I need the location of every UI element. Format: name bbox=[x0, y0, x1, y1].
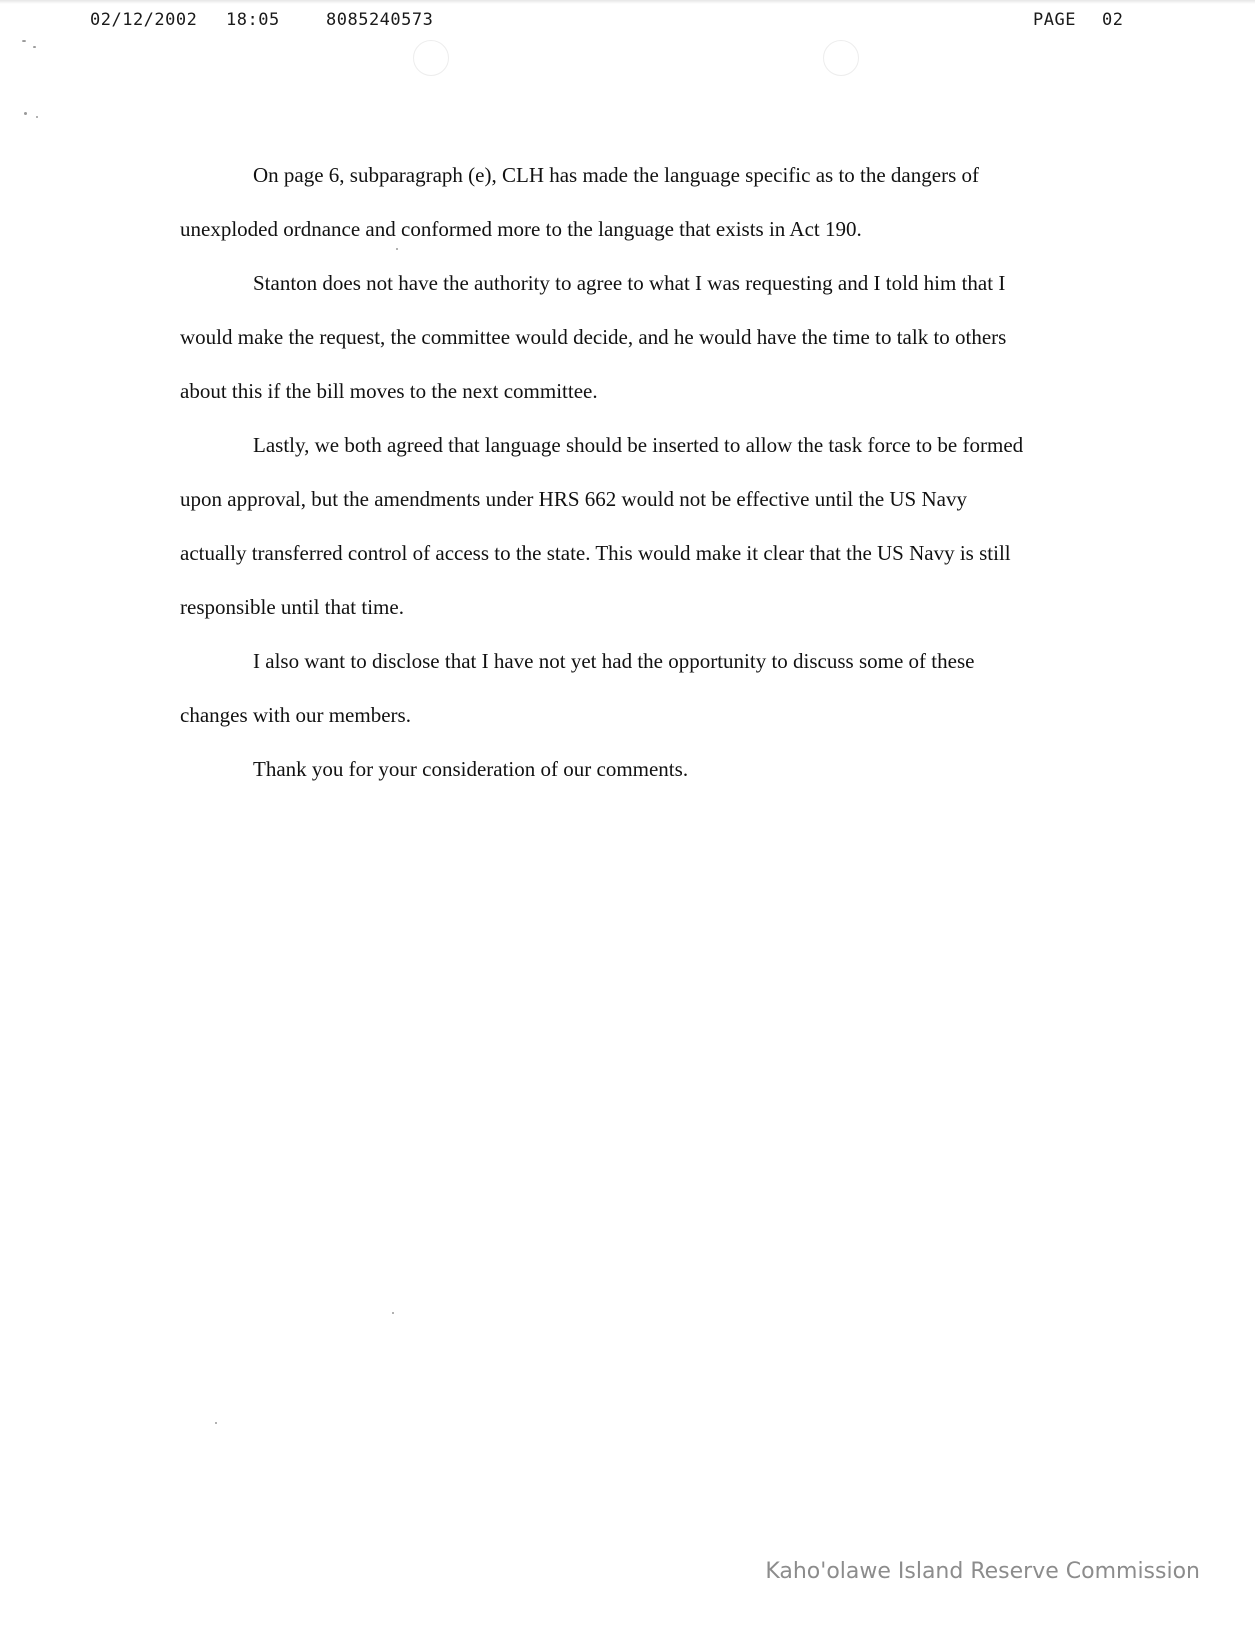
fax-page-label: PAGE bbox=[1033, 10, 1076, 30]
paragraph-thanks: Thank you for your consideration of our comments. bbox=[253, 757, 689, 781]
paragraph-task-force: Lastly, we both agreed that language should be inserted to allow the task force to be formed upon approval, but the amendments under HRS 662 would not be effective until the US Navy actually transferred control of access to the state. This would make it clear that the US Navy is still responsible until that time. bbox=[180, 433, 1024, 619]
scan-edge-shadow bbox=[0, 0, 1255, 4]
scan-speck bbox=[392, 1312, 394, 1314]
scan-speck bbox=[33, 46, 36, 48]
letter-body bbox=[180, 148, 1030, 796]
fax-number: 8085240573 bbox=[326, 10, 434, 30]
scan-hole-mark bbox=[413, 40, 449, 76]
paragraph-stanton-authority: Stanton does not have the authority to agree to what I was requesting and I told him that I would make the request, the committee would decide, and he would have the time to talk to others about this if the bill moves to the next committee. bbox=[180, 271, 1007, 403]
paragraph-ordnance-language: On page 6, subparagraph (e), CLH has made the language specific as to the dangers of unexploded ordnance and conformed more to the language that exists in Act 190. bbox=[180, 163, 979, 241]
paragraph-disclosure: I also want to disclose that I have not yet had the opportunity to discuss some of these changes with our members. bbox=[180, 649, 975, 727]
scan-hole-mark bbox=[823, 40, 859, 76]
scan-speck bbox=[24, 112, 27, 115]
fax-date: 02/12/2002 bbox=[90, 10, 198, 30]
archive-credit: Kaho'olawe Island Reserve Commission bbox=[765, 1559, 1200, 1584]
fax-page-number: 02 bbox=[1102, 10, 1124, 30]
fax-time: 18:05 bbox=[226, 10, 280, 30]
scan-speck bbox=[22, 40, 26, 42]
scan-speck bbox=[36, 116, 38, 118]
scan-speck bbox=[215, 1422, 217, 1424]
fax-header bbox=[90, 10, 1130, 34]
